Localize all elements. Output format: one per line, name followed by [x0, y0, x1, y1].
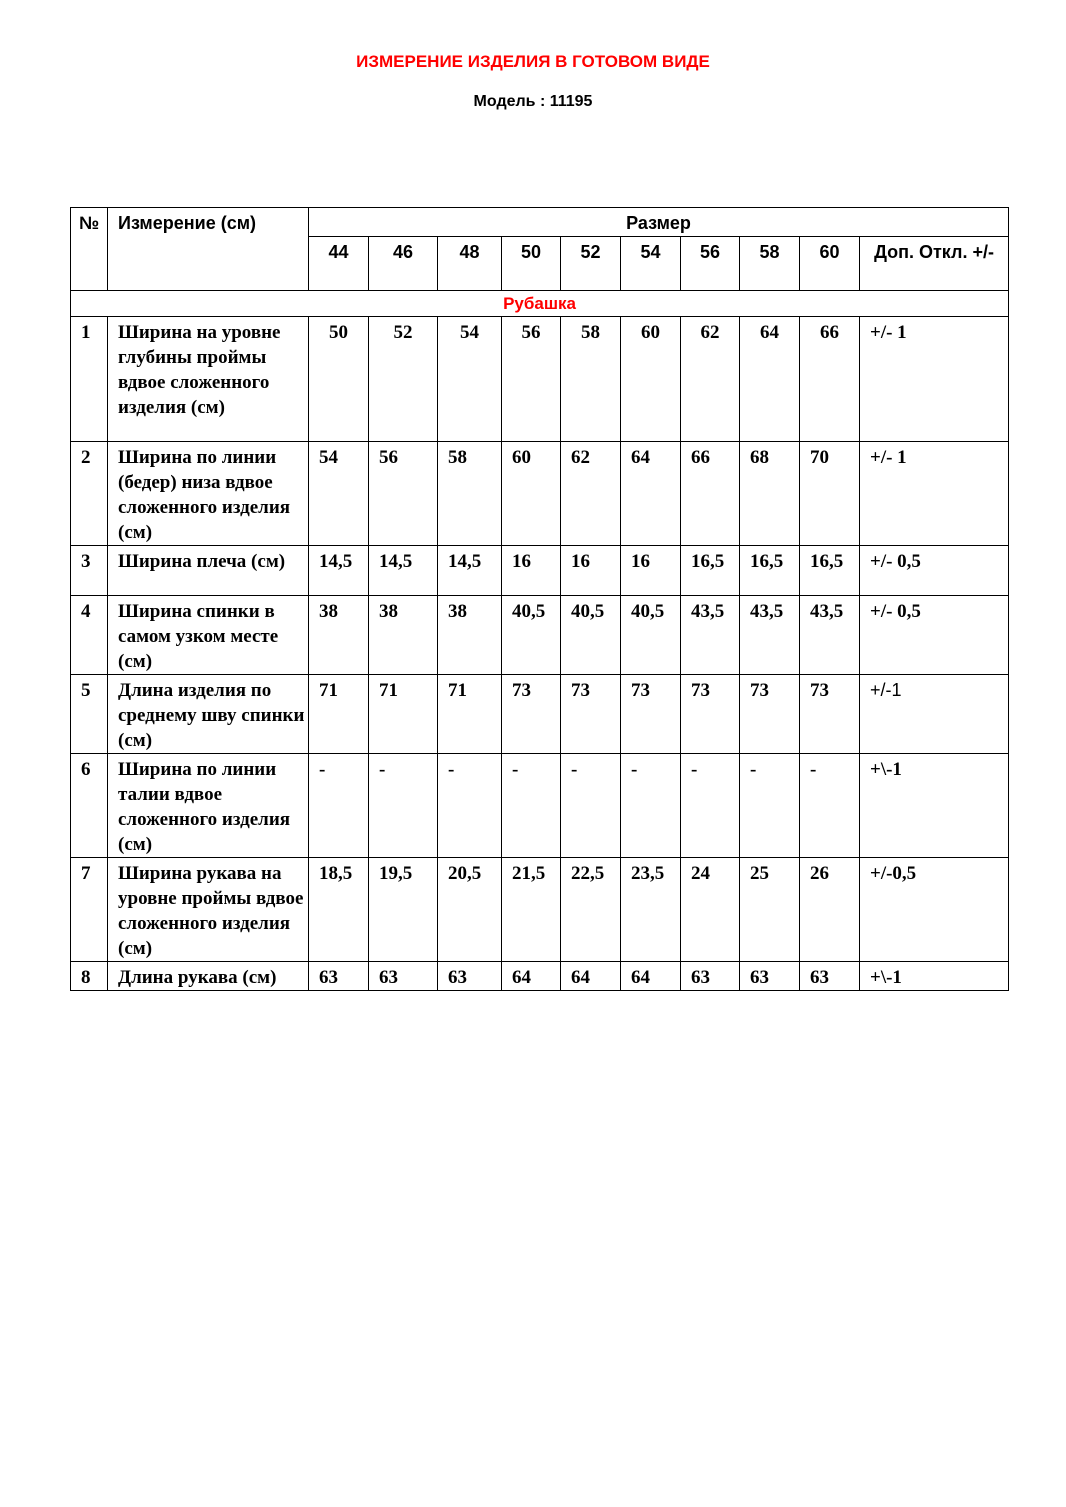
value-cell: 43,5: [681, 596, 740, 675]
value-cell: 19,5: [369, 858, 438, 962]
value-cell: -: [438, 754, 502, 858]
value-cell: 52: [369, 317, 438, 442]
value-cell: 16,5: [740, 546, 800, 596]
value-cell: -: [621, 754, 681, 858]
table-row: [71, 754, 1009, 858]
header-size: Размер: [309, 208, 1009, 237]
tolerance-cell: +\-1: [860, 962, 1009, 991]
section-title: Рубашка: [71, 291, 1009, 317]
value-cell: 16,5: [681, 546, 740, 596]
header-row: [71, 208, 1009, 237]
value-cell: 71: [438, 675, 502, 754]
table-row: [71, 442, 1009, 546]
value-cell: 62: [561, 442, 621, 546]
value-cell: 62: [681, 317, 740, 442]
row-number: 2: [71, 442, 108, 546]
value-cell: -: [309, 754, 369, 858]
document-title: ИЗМЕРЕНИЕ ИЗДЕЛИЯ В ГОТОВОМ ВИДЕ: [356, 52, 710, 71]
value-cell: -: [740, 754, 800, 858]
measurement-name: Длина изделия по среднему шву спинки (см): [108, 675, 309, 754]
tolerance-cell: +/-0,5: [860, 858, 1009, 962]
size-header-cell: 54: [621, 237, 681, 291]
value-cell: 40,5: [502, 596, 561, 675]
value-cell: 63: [800, 962, 860, 991]
value-cell: 22,5: [561, 858, 621, 962]
value-cell: 71: [309, 675, 369, 754]
size-header-cell: 48: [438, 237, 502, 291]
measurement-name: Ширина спинки в самом узком месте (см): [108, 596, 309, 675]
value-cell: 20,5: [438, 858, 502, 962]
value-cell: 63: [740, 962, 800, 991]
size-header-cell: 52: [561, 237, 621, 291]
measurement-name: Ширина плеча (см): [108, 546, 309, 596]
value-cell: 73: [502, 675, 561, 754]
value-cell: 58: [438, 442, 502, 546]
value-cell: 50: [309, 317, 369, 442]
value-cell: 40,5: [561, 596, 621, 675]
value-cell: 25: [740, 858, 800, 962]
row-number: 7: [71, 858, 108, 962]
value-cell: 73: [681, 675, 740, 754]
size-header-cell: 56: [681, 237, 740, 291]
tolerance-cell: +/- 1: [860, 442, 1009, 546]
value-cell: 40,5: [621, 596, 681, 675]
value-cell: 73: [740, 675, 800, 754]
row-number: 5: [71, 675, 108, 754]
value-cell: 26: [800, 858, 860, 962]
value-cell: 64: [621, 962, 681, 991]
value-cell: 73: [800, 675, 860, 754]
value-cell: 54: [438, 317, 502, 442]
row-number: 3: [71, 546, 108, 596]
table-row: [71, 317, 1009, 442]
value-cell: 64: [621, 442, 681, 546]
value-cell: 60: [502, 442, 561, 546]
model-number: Модель : 11195: [473, 93, 593, 110]
value-cell: 71: [369, 675, 438, 754]
value-cell: 14,5: [438, 546, 502, 596]
value-cell: 43,5: [740, 596, 800, 675]
value-cell: 63: [438, 962, 502, 991]
value-cell: 16: [502, 546, 561, 596]
value-cell: 54: [309, 442, 369, 546]
value-cell: 21,5: [502, 858, 561, 962]
size-header-cell: 50: [502, 237, 561, 291]
table-row: [71, 596, 1009, 675]
value-cell: 14,5: [309, 546, 369, 596]
value-cell: 56: [369, 442, 438, 546]
value-cell: 73: [621, 675, 681, 754]
row-number: 4: [71, 596, 108, 675]
row-number: 8: [71, 962, 108, 991]
value-cell: 60: [621, 317, 681, 442]
header-no: №: [71, 208, 108, 291]
value-cell: 64: [502, 962, 561, 991]
measurement-name: Ширина рукава на уровне проймы вдвое сложенного изделия (см): [108, 858, 309, 962]
value-cell: 16: [561, 546, 621, 596]
tolerance-cell: +/- 0,5: [860, 546, 1009, 596]
measurement-name: Ширина на уровне глубины проймы вдвое сложенного изделия (см): [108, 317, 309, 442]
value-cell: 14,5: [369, 546, 438, 596]
value-cell: 18,5: [309, 858, 369, 962]
value-cell: 73: [561, 675, 621, 754]
value-cell: 64: [561, 962, 621, 991]
value-cell: -: [502, 754, 561, 858]
tolerance-cell: +\-1: [860, 754, 1009, 858]
measurement-name: Ширина по линии талии вдвое сложенного изделия (см): [108, 754, 309, 858]
table-row: [71, 962, 1009, 991]
value-cell: 58: [561, 317, 621, 442]
value-cell: 38: [309, 596, 369, 675]
header-tolerance: Доп. Откл. +/-: [860, 237, 1009, 291]
table-row: [71, 858, 1009, 962]
value-cell: -: [369, 754, 438, 858]
tolerance-cell: +/- 1: [860, 317, 1009, 442]
section-row: [71, 291, 1009, 317]
value-cell: 63: [681, 962, 740, 991]
row-number: 1: [71, 317, 108, 442]
tolerance-cell: +/-1: [860, 675, 1009, 754]
value-cell: 43,5: [800, 596, 860, 675]
value-cell: 63: [369, 962, 438, 991]
value-cell: 24: [681, 858, 740, 962]
measurement-name: Ширина по линии (бедер) низа вдвое сложенного изделия (см): [108, 442, 309, 546]
measurement-name: Длина рукава (см): [108, 962, 309, 991]
value-cell: 64: [740, 317, 800, 442]
header-measure: Измерение (см): [108, 208, 309, 291]
value-cell: -: [681, 754, 740, 858]
table-row: [71, 675, 1009, 754]
value-cell: 63: [309, 962, 369, 991]
size-header-cell: 44: [309, 237, 369, 291]
value-cell: 23,5: [621, 858, 681, 962]
value-cell: 38: [369, 596, 438, 675]
value-cell: -: [800, 754, 860, 858]
value-cell: -: [561, 754, 621, 858]
size-header-cell: 58: [740, 237, 800, 291]
table-row: [71, 546, 1009, 596]
size-header-cell: 60: [800, 237, 860, 291]
value-cell: 56: [502, 317, 561, 442]
value-cell: 70: [800, 442, 860, 546]
value-cell: 16,5: [800, 546, 860, 596]
value-cell: 66: [800, 317, 860, 442]
tolerance-cell: +/- 0,5: [860, 596, 1009, 675]
measurement-table: [70, 207, 1009, 991]
row-number: 6: [71, 754, 108, 858]
value-cell: 68: [740, 442, 800, 546]
size-header-cell: 46: [369, 237, 438, 291]
value-cell: 38: [438, 596, 502, 675]
value-cell: 66: [681, 442, 740, 546]
value-cell: 16: [621, 546, 681, 596]
